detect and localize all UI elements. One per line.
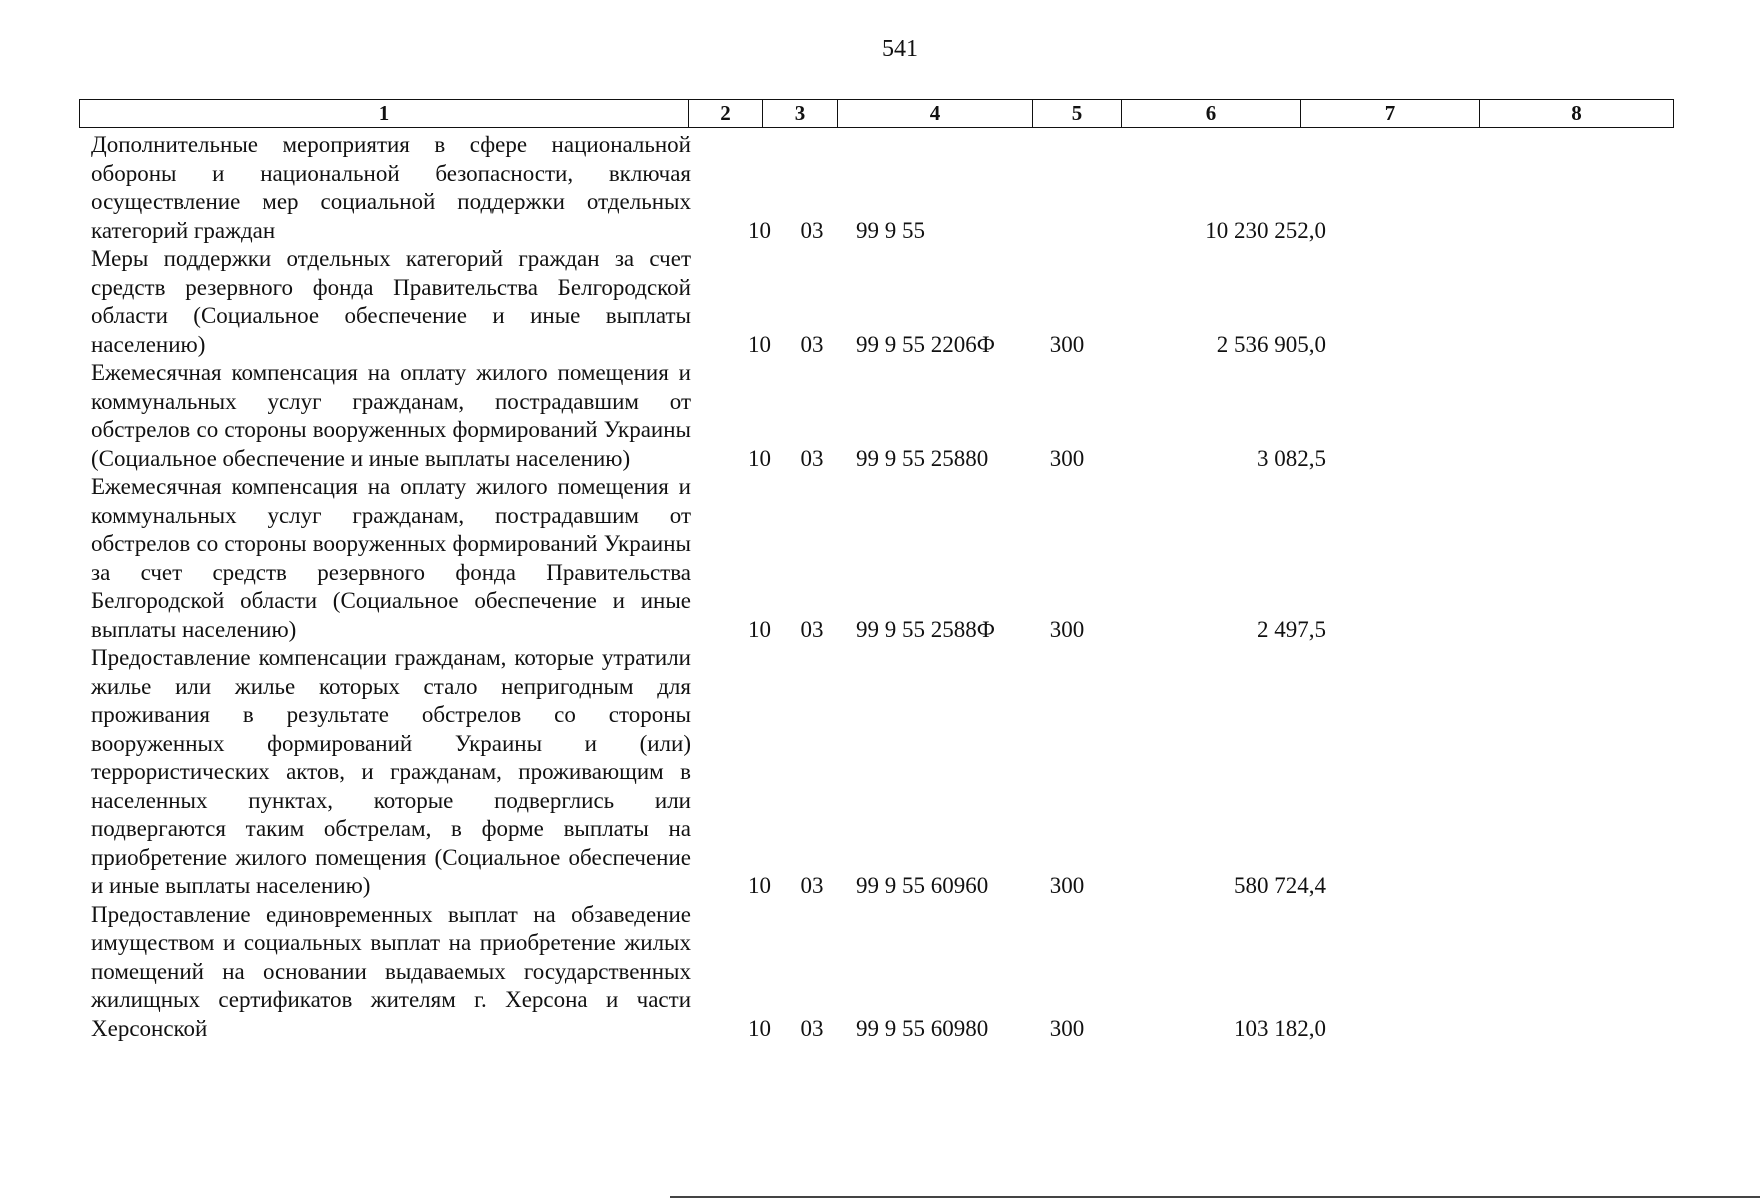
row-target-article: 99 9 55 25880: [856, 445, 989, 471]
row-target-article: 99 9 55 2588Ф: [856, 616, 995, 642]
row-description: Дополнительные мероприятия в сфере национальной обороны и национальной безопасности, включая осуществление мер социальной поддержки отдельных категорий граждан: [91, 132, 691, 243]
row-section: 10: [748, 445, 771, 471]
row-amount: 103 182,0: [1234, 1015, 1326, 1041]
scan-edge-line: [670, 1196, 1760, 1198]
table-row: [79, 473, 1673, 644]
row-target-article: 99 9 55 60980: [856, 1015, 989, 1041]
row-description: Предоставление компенсации гражданам, которые утратили жилье или жилье которых стало непригодным для проживания в результате обстрелов со стороны вооруженных формирований Украины и (или) террористических актов, и гражданам, проживающим в населенных пунктах, которые подверглись или подвергаются таким обстрелам, в форме выплаты на приобретение жилого помещения (Социальное обеспечение и иные выплаты населению): [91, 645, 691, 898]
row-description: Предоставление единовременных выплат на обзаведение имуществом и социальных выплат на приобретение жилых помещений на основании выдаваемых государственных жилищных сертификатов жителям г. Херсона и части Херсонской: [91, 901, 691, 1041]
row-subsection: 03: [800, 616, 824, 642]
row-amount: 580 724,4: [1234, 873, 1326, 898]
row-amount: 2 497,5: [1257, 616, 1326, 642]
budget-table-body: [79, 131, 1673, 1043]
row-section: 10: [748, 616, 771, 642]
row-target-article: 99 9 55 60960: [856, 873, 989, 898]
row-expense-type: 300: [1049, 331, 1085, 357]
header-col-4: 4: [838, 100, 1033, 128]
row-expense-type: 300: [1049, 616, 1085, 642]
table-row: [79, 131, 1673, 245]
header-col-7: 7: [1301, 100, 1480, 128]
table-row: [79, 644, 1673, 901]
row-subsection: 03: [800, 331, 824, 357]
row-target-article: 99 9 55: [856, 217, 925, 243]
page-number: 541: [882, 36, 918, 62]
row-expense-type: 300: [1049, 1015, 1085, 1041]
header-col-3: 3: [763, 100, 838, 128]
row-description: Меры поддержки отдельных категорий граждан за счет средств резервного фонда Правительства Белгородской области (Социальное обеспечение и иные выплаты населению): [91, 246, 691, 357]
column-number-header: [79, 99, 1674, 128]
header-col-2: 2: [689, 100, 763, 128]
row-description: Ежемесячная компенсация на оплату жилого помещения и коммунальных услуг гражданам, пострадавшим от обстрелов со стороны вооруженных формирований Украины за счет средств резервного фонда Правительства Белгородской области (Социальное обеспечение и иные выплаты населению): [91, 474, 691, 642]
header-col-6: 6: [1122, 100, 1301, 128]
row-description: Ежемесячная компенсация на оплату жилого помещения и коммунальных услуг гражданам, пострадавшим от обстрелов со стороны вооруженных формирований Украины (Социальное обеспечение и иные выплаты населению): [91, 360, 691, 471]
row-subsection: 03: [800, 217, 824, 243]
row-amount: 10 230 252,0: [1205, 217, 1326, 243]
row-section: 10: [748, 1015, 771, 1041]
row-section: 10: [748, 873, 771, 898]
header-col-8: 8: [1480, 100, 1674, 128]
row-expense-type: 300: [1049, 873, 1085, 898]
row-target-article: 99 9 55 2206Ф: [856, 331, 995, 357]
table-row: [79, 245, 1673, 359]
table-row: [79, 359, 1673, 473]
table-row: [79, 901, 1673, 1044]
row-amount: 2 536 905,0: [1216, 331, 1326, 357]
row-section: 10: [748, 331, 771, 357]
row-section: 10: [748, 217, 771, 243]
row-subsection: 03: [800, 873, 824, 898]
header-col-5: 5: [1033, 100, 1122, 128]
row-subsection: 03: [800, 1015, 824, 1041]
row-subsection: 03: [800, 445, 824, 471]
row-expense-type: 300: [1049, 445, 1085, 471]
header-col-1: 1: [80, 100, 689, 128]
row-amount: 3 082,5: [1257, 445, 1326, 471]
